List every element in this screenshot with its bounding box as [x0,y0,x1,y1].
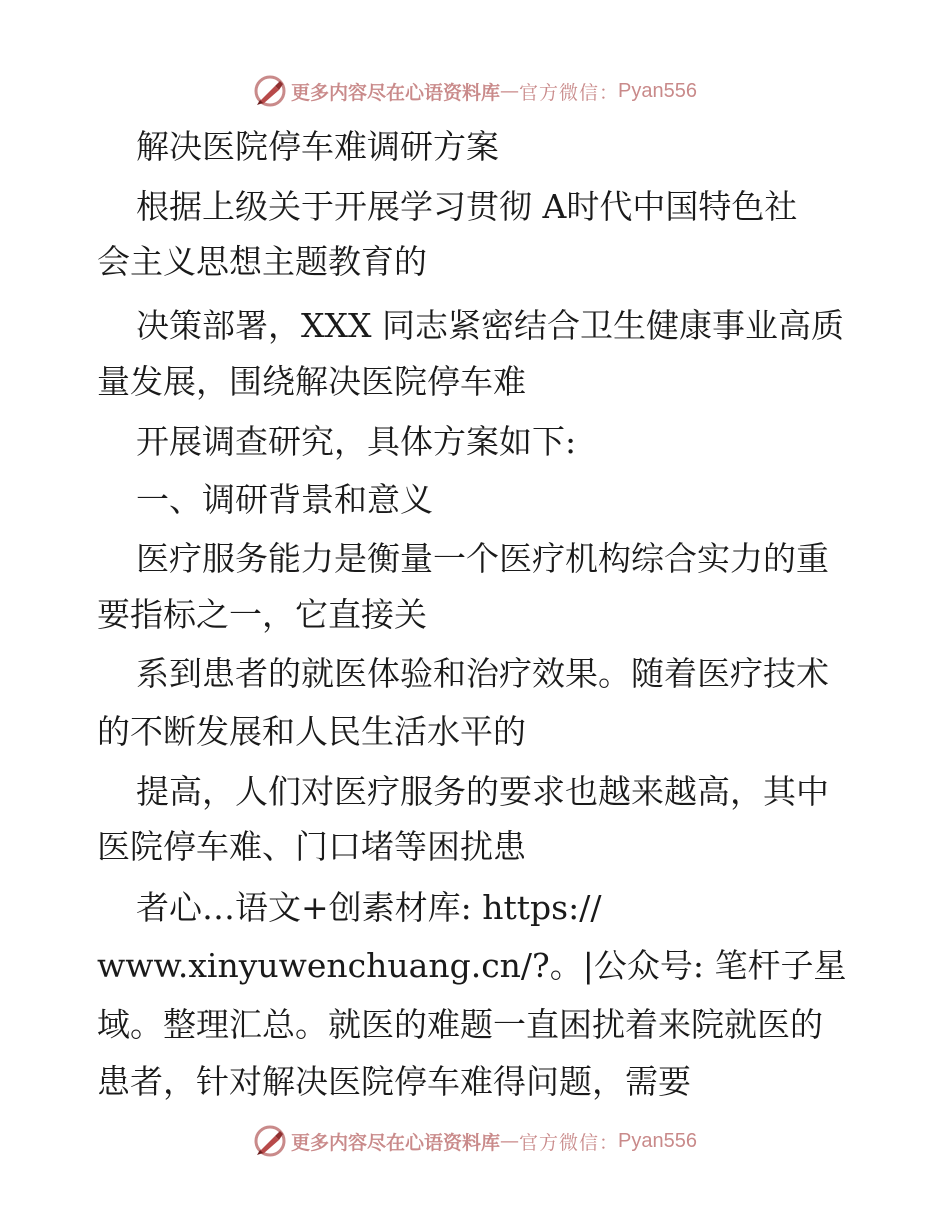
pen-logo-icon [253,74,287,108]
watermark-colon: ： [599,1131,619,1154]
paragraph-line: 域。整理汇总。就医的难题一直困扰着来院就医的 [97,1005,823,1044]
watermark-separator: — [500,1130,519,1152]
watermark-colon: ： [599,81,619,104]
header-watermark [0,71,950,111]
watermark-wechat-id: Pyan556 [618,1129,697,1152]
paragraph-line: 会主义思想主题教育的 [97,242,427,281]
watermark-main-text: 更多内容尽在心语资料库 [290,81,500,104]
document-title: 解决医院停车难调研方案 [136,127,499,166]
footer-watermark [0,1121,950,1161]
paragraph-line: 者心…语文+创素材库: https:// [136,888,602,927]
paragraph-line: 患者，针对解决医院停车难得问题，需要 [97,1062,691,1101]
section-heading: 一、调研背景和意义 [136,480,433,519]
watermark-separator: — [500,80,519,102]
paragraph-line: 量发展，围绕解决医院停车难 [97,362,526,401]
paragraph-line: 根据上级关于开展学习贯彻 A时代中国特色社 [136,187,798,226]
paragraph-line: 开展调查研究，具体方案如下: [136,422,577,461]
watermark-official-label: 官方微信 [519,1131,600,1154]
watermark-official-label: 官方微信 [519,81,600,104]
paragraph-line: 医疗服务能力是衡量一个医疗机构综合实力的重 [136,539,829,578]
paragraph-line: 决策部署，XXX 同志紧密结合卫生健康事业高质 [136,306,844,345]
paragraph-line: 提高，人们对医疗服务的要求也越来越高，其中 [136,772,829,811]
watermark-main-text: 更多内容尽在心语资料库 [290,1131,500,1154]
paragraph-line: www.xinyuwenchuang.cn/?。|公众号: 笔杆子星 [97,946,847,985]
watermark-wechat-id: Pyan556 [618,79,697,102]
paragraph-line: 的不断发展和人民生活水平的 [97,712,526,751]
paragraph-line: 要指标之一，它直接关 [97,595,427,634]
pen-logo-icon [253,1124,287,1158]
paragraph-line: 医院停车难、门口堵等困扰患 [97,827,526,866]
paragraph-line: 系到患者的就医体验和治疗效果。随着医疗技术 [136,654,829,693]
